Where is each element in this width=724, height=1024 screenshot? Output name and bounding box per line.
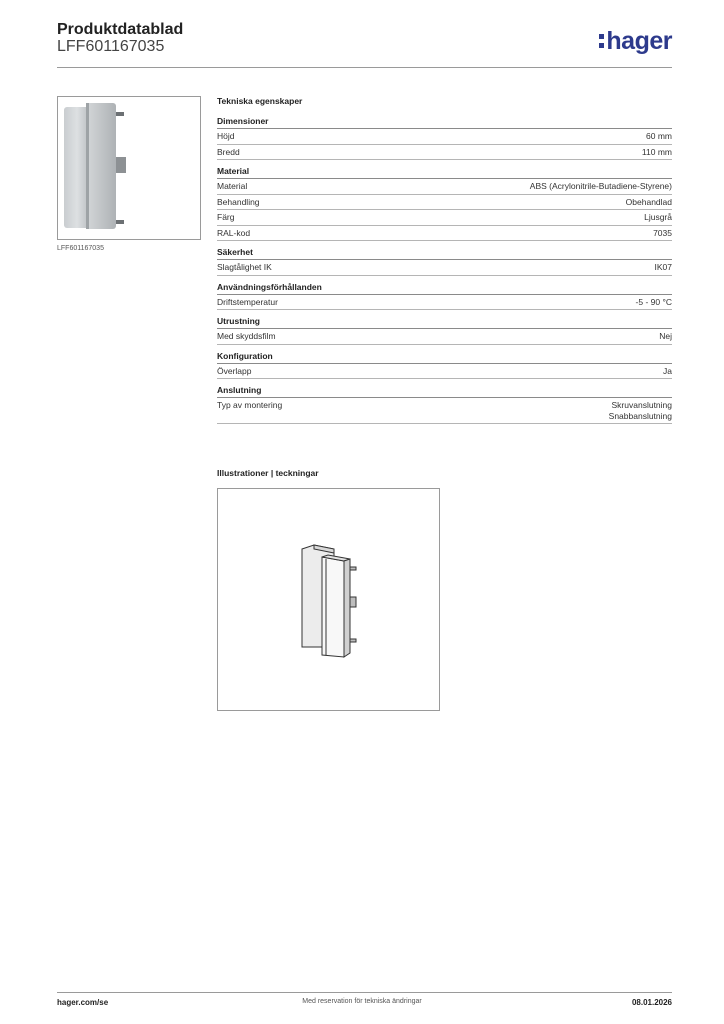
spec-value: Ja bbox=[663, 365, 672, 376]
spec-group-dimensions bbox=[217, 116, 672, 160]
end-cap-line-drawing bbox=[218, 489, 439, 710]
spec-label: Behandling bbox=[217, 196, 260, 207]
footer-note: Med reservation för tekniska ändringar bbox=[302, 998, 422, 1005]
spec-row bbox=[217, 210, 672, 226]
group-title: Material bbox=[217, 166, 672, 179]
spec-group-configuration bbox=[217, 351, 672, 380]
spec-label: Med skyddsfilm bbox=[217, 331, 276, 341]
spec-label: Överlapp bbox=[217, 365, 252, 376]
spec-value: -5 - 90 °C bbox=[635, 296, 672, 307]
group-title: Utrustning bbox=[217, 316, 672, 329]
spec-group-material bbox=[217, 166, 672, 241]
spec-row bbox=[217, 145, 672, 161]
technical-specs bbox=[217, 96, 672, 430]
spec-row bbox=[217, 226, 672, 242]
spec-value-line: Snabbanslutning bbox=[608, 410, 672, 421]
spec-row bbox=[217, 129, 672, 145]
product-thumbnail bbox=[57, 96, 201, 240]
group-title: Användningsförhållanden bbox=[217, 282, 672, 295]
spec-row bbox=[217, 195, 672, 211]
group-title: Dimensioner bbox=[217, 116, 672, 129]
header-divider bbox=[57, 67, 672, 68]
spec-value: Obehandlad bbox=[625, 196, 672, 207]
hager-logo[interactable] bbox=[599, 28, 672, 54]
spec-value bbox=[609, 400, 672, 421]
illustrations-heading: Illustrationer | teckningar bbox=[217, 468, 319, 478]
spec-label: Material bbox=[217, 181, 248, 191]
spec-label: RAL-kod bbox=[217, 227, 251, 238]
end-cap-product-image bbox=[58, 97, 200, 239]
logo-wordmark: hager bbox=[606, 27, 672, 55]
spec-value-line: Skruvanslutning bbox=[611, 400, 672, 410]
spec-row bbox=[217, 329, 672, 345]
group-title: Konfiguration bbox=[217, 351, 672, 364]
spec-row bbox=[217, 398, 672, 424]
spec-value: IK07 bbox=[654, 262, 672, 272]
footer-divider bbox=[57, 992, 672, 993]
spec-group-connection bbox=[217, 385, 672, 424]
thumbnail-caption: LFF601167035 bbox=[57, 245, 104, 252]
spec-label: Typ av montering bbox=[217, 400, 283, 410]
spec-value: ABS (Acrylonitrile-Butadiene-Styrene) bbox=[529, 181, 672, 191]
spec-value: 60 mm bbox=[646, 131, 672, 141]
spec-row bbox=[217, 260, 672, 276]
group-title: Anslutning bbox=[217, 385, 672, 398]
spec-row bbox=[217, 295, 672, 311]
spec-label: Driftstemperatur bbox=[217, 296, 278, 307]
specs-heading: Tekniska egenskaper bbox=[217, 96, 303, 106]
spec-row bbox=[217, 364, 672, 380]
spec-label: Höjd bbox=[217, 131, 235, 141]
spec-label: Färg bbox=[217, 212, 235, 222]
spec-value: 110 mm bbox=[641, 146, 672, 157]
footer-date: 08.01.2026 bbox=[631, 998, 672, 1007]
spec-group-equipment bbox=[217, 316, 672, 345]
spec-group-safety bbox=[217, 247, 672, 276]
group-title: Säkerhet bbox=[217, 247, 672, 260]
illustration-frame bbox=[217, 488, 440, 711]
spec-label: Bredd bbox=[217, 146, 240, 157]
spec-value: 7035 bbox=[653, 227, 672, 238]
product-code: LFF601167035 bbox=[57, 38, 165, 55]
spec-value: Ljusgrå bbox=[644, 212, 672, 222]
spec-group-conditions bbox=[217, 282, 672, 311]
spec-label: Slagtålighet IK bbox=[217, 262, 272, 272]
logo-dots-icon bbox=[599, 34, 604, 48]
spec-row bbox=[217, 179, 672, 195]
spec-value: Nej bbox=[659, 331, 672, 341]
footer-website-link[interactable]: hager.com/se bbox=[57, 998, 109, 1007]
page-title: Produktdatablad bbox=[57, 21, 184, 38]
